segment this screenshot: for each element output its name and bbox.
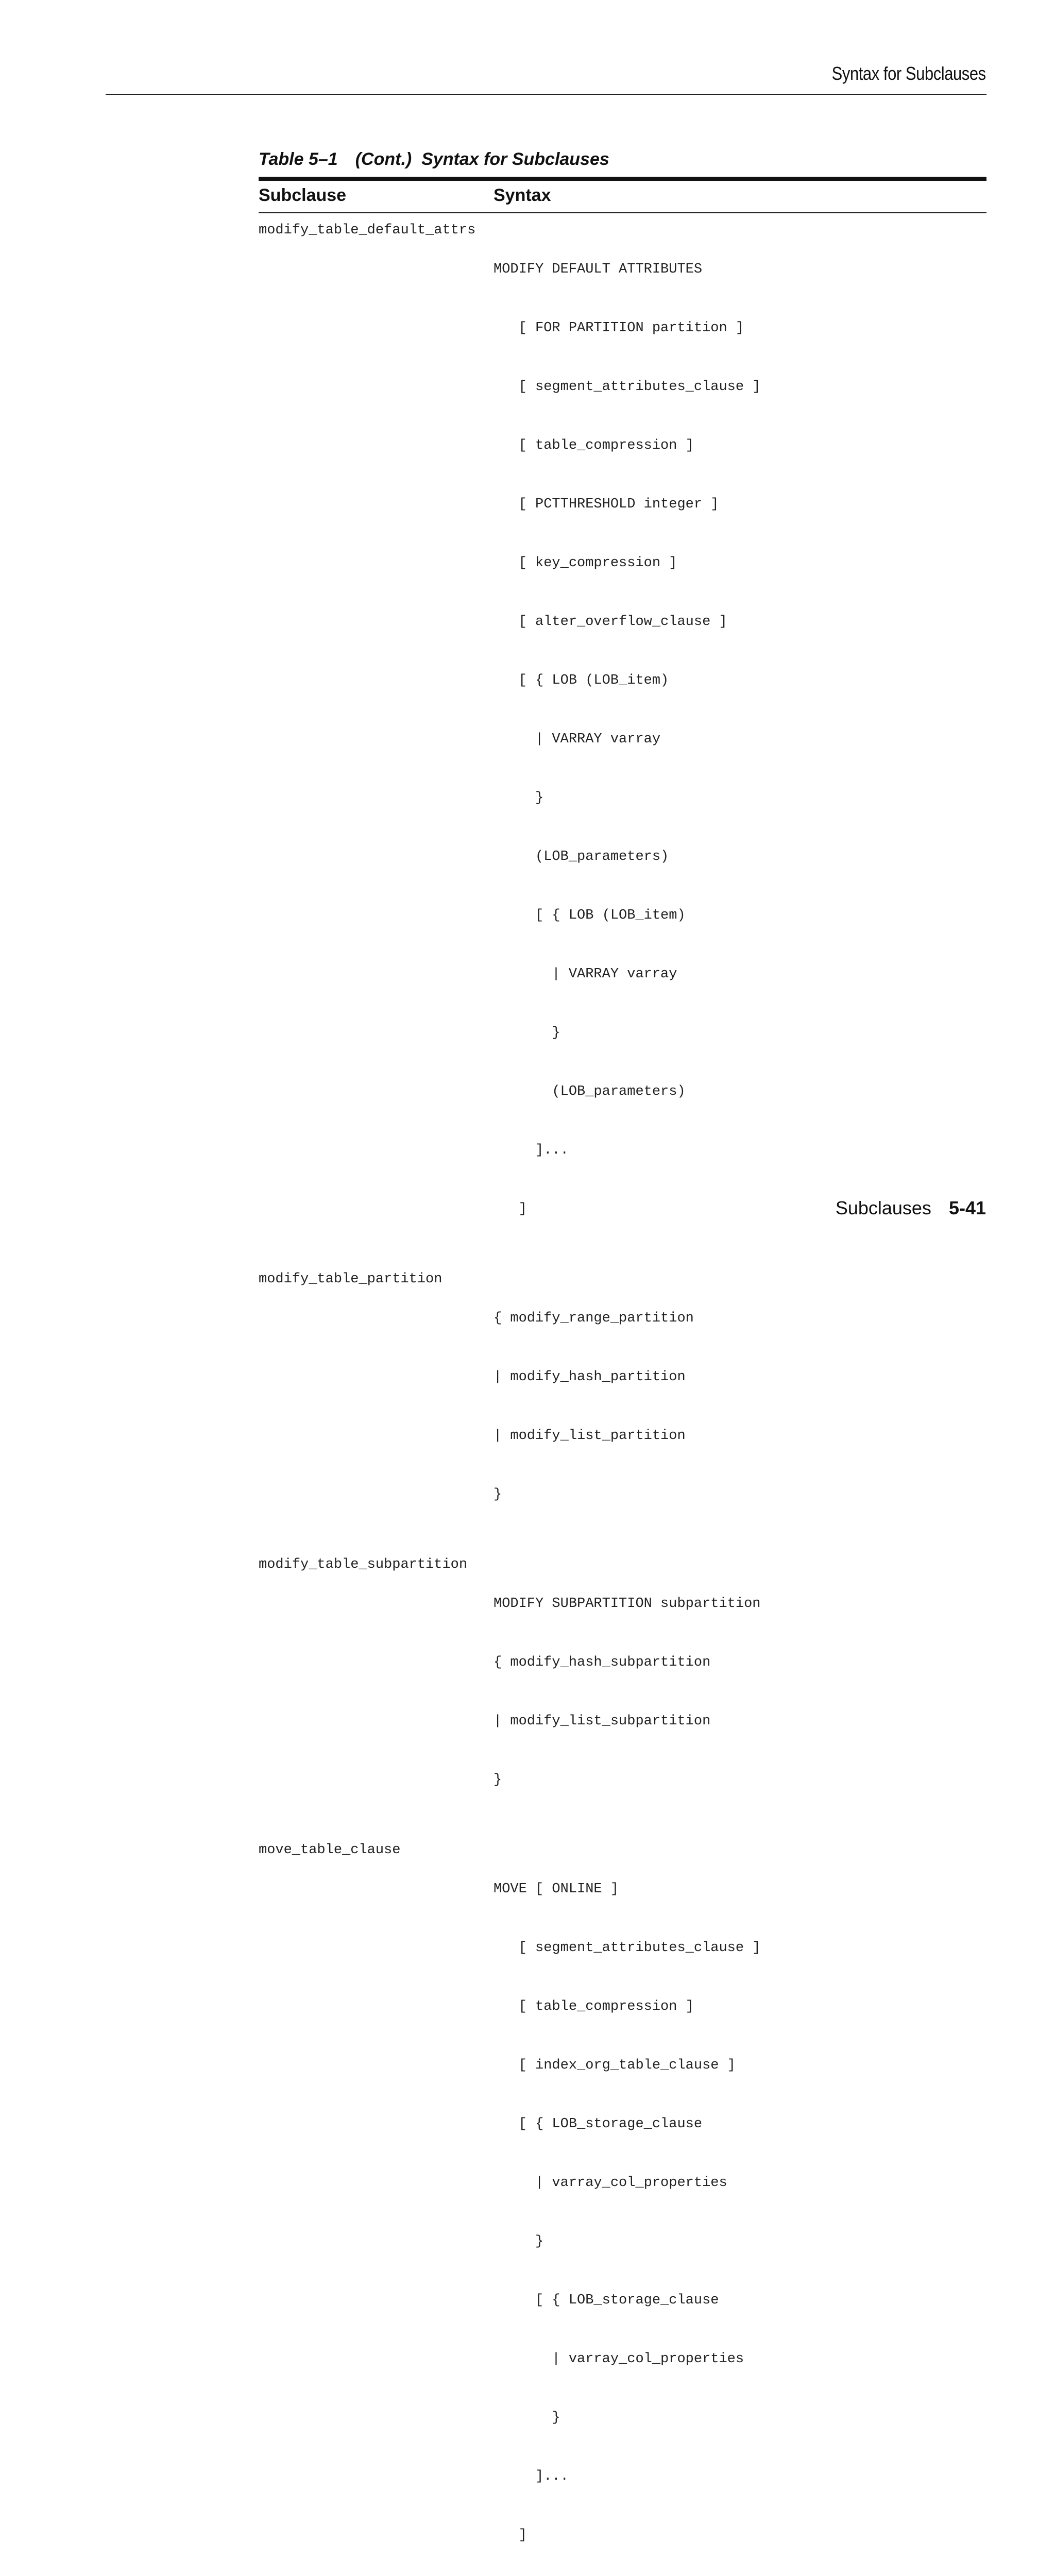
syntax-line: [ segment_attributes_clause ] <box>494 379 761 395</box>
syntax-line: { modify_hash_subpartition <box>494 1655 711 1670</box>
syntax-line: (LOB_parameters) <box>494 849 669 865</box>
syntax-line: | varray_col_properties <box>494 2175 727 2191</box>
syntax-line: ] <box>494 1201 527 1217</box>
syntax-line: | VARRAY varray <box>494 732 661 747</box>
syntax-line: (LOB_parameters) <box>494 1084 686 1099</box>
syntax-line: [ key_compression ] <box>494 555 677 571</box>
column-header-syntax: Syntax <box>494 185 551 205</box>
syntax-line: ]... <box>494 1143 569 1158</box>
table-row <box>259 1840 986 2576</box>
page-number: 5-41 <box>948 1197 986 1218</box>
syntax-line: | modify_list_partition <box>494 1428 686 1444</box>
syntax-line: } <box>494 1487 502 1502</box>
table-row <box>259 1269 986 1544</box>
syntax-line: MODIFY SUBPARTITION subpartition <box>494 1596 761 1612</box>
syntax-line: | modify_list_subpartition <box>494 1714 711 1729</box>
syntax-line: [ { LOB (LOB_item) <box>494 908 686 923</box>
table-header-rule <box>259 212 986 213</box>
table-row <box>259 1555 986 1829</box>
syntax-line: [ index_org_table_clause ] <box>494 2058 736 2073</box>
syntax-line: } <box>494 1025 560 1041</box>
syntax-line: } <box>494 790 544 806</box>
syntax-line: ]... <box>494 2469 569 2484</box>
syntax-line: [ { LOB (LOB_item) <box>494 673 669 688</box>
footer-section-title: Subclauses <box>835 1197 931 1218</box>
syntax-line: MOVE [ ONLINE ] <box>494 1882 619 1897</box>
syntax-line: [ segment_attributes_clause ] <box>494 1940 761 1956</box>
syntax-line: } <box>494 2234 544 2249</box>
syntax-line: [ alter_overflow_clause ] <box>494 614 727 630</box>
syntax-line: ] <box>494 2528 527 2543</box>
syntax-line: [ table_compression ] <box>494 1999 694 2014</box>
running-header-title: Syntax for Subclauses <box>831 63 986 84</box>
table-caption <box>259 149 609 170</box>
syntax-line: } <box>494 1772 502 1788</box>
table-row <box>259 221 986 1258</box>
syntax-line: [ FOR PARTITION partition ] <box>494 320 744 336</box>
syntax-line: | VARRAY varray <box>494 967 677 982</box>
syntax-block <box>494 221 986 1258</box>
table-caption-title: (Cont.) Syntax for Subclauses <box>355 149 609 169</box>
subclause-name: modify_table_subpartition <box>259 1557 468 1572</box>
table-caption-number: Table 5–1 <box>259 149 338 169</box>
header-divider <box>106 94 986 95</box>
table-top-rule <box>259 177 986 181</box>
syntax-block <box>494 1555 986 1829</box>
syntax-line: [ PCTTHRESHOLD integer ] <box>494 497 719 512</box>
syntax-block <box>494 1840 986 2576</box>
syntax-line: [ { LOB_storage_clause <box>494 2293 719 2308</box>
syntax-line: [ table_compression ] <box>494 438 694 453</box>
subclause-name: modify_table_default_attrs <box>259 223 476 238</box>
syntax-line: { modify_range_partition <box>494 1311 694 1326</box>
syntax-line: MODIFY DEFAULT ATTRIBUTES <box>494 262 703 277</box>
syntax-line: | modify_hash_partition <box>494 1369 686 1385</box>
subclause-name: modify_table_partition <box>259 1272 443 1287</box>
syntax-block <box>494 1269 986 1544</box>
syntax-line: | varray_col_properties <box>494 2351 744 2367</box>
table-body <box>259 221 986 2576</box>
syntax-line: [ { LOB_storage_clause <box>494 2116 703 2132</box>
column-header-subclause: Subclause <box>259 185 347 205</box>
page-footer <box>836 1197 986 1219</box>
syntax-line: } <box>494 2410 560 2426</box>
subclause-name: move_table_clause <box>259 1842 401 1858</box>
